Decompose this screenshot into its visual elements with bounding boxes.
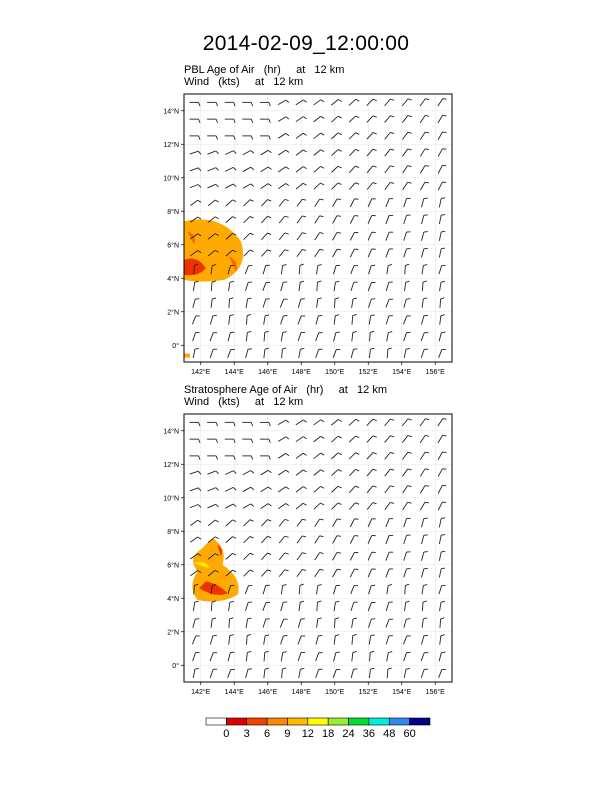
colorbar-label: 60 [403, 728, 416, 740]
y-tick-label: 12°N [163, 141, 179, 149]
y-tick-label: 6°N [167, 562, 179, 570]
x-tick-label: 144°E [224, 369, 244, 376]
colorbar-label: 36 [362, 728, 376, 740]
panel1-subtitle: Wind (kts) at 12 km [184, 76, 304, 88]
y-tick-label: 0° [172, 342, 179, 350]
colorbar-label: 12 [301, 728, 314, 740]
colorbar-label: 24 [342, 728, 355, 740]
colorbar-swatch [328, 718, 348, 725]
colorbar-swatch [247, 718, 267, 725]
y-tick-label: 4°N [167, 595, 179, 603]
x-tick-label: 152°E [358, 369, 378, 376]
y-tick-label: 8°N [167, 528, 179, 536]
y-tick-label: 10°N [163, 175, 179, 183]
panel2-title: Stratosphere Age of Air (hr) at 12 km [184, 384, 387, 396]
y-tick-label: 2°N [167, 629, 179, 637]
x-tick-label: 148°E [291, 689, 311, 696]
x-tick-label: 142°E [191, 369, 211, 376]
x-tick-label: 142°E [191, 689, 211, 696]
colorbar-swatch [389, 718, 409, 725]
x-tick-label: 154°E [392, 689, 412, 696]
y-tick-label: 4°N [167, 275, 179, 283]
x-tick-label: 150°E [325, 689, 345, 696]
y-tick-label: 2°N [167, 309, 179, 317]
colorbar-swatch [267, 718, 287, 725]
colorbar-swatch [349, 718, 369, 725]
x-tick-label: 146°E [258, 369, 278, 376]
x-tick-label: 156°E [425, 689, 445, 696]
x-tick-label: 150°E [325, 369, 345, 376]
colorbar-label: 48 [383, 728, 396, 740]
colorbar-swatch [206, 718, 226, 725]
colorbar-group [206, 718, 430, 740]
colorbar-swatch [226, 718, 246, 725]
colorbar-label: 18 [322, 728, 335, 740]
colorbar-label: 0 [223, 728, 230, 740]
colorbar-swatch [308, 718, 328, 725]
x-tick-label: 154°E [392, 369, 412, 376]
y-tick-label: 12°N [163, 461, 179, 469]
panel2-subtitle: Wind (kts) at 12 km [184, 396, 304, 408]
colorbar-label: 3 [243, 728, 250, 740]
page-title: 2014-02-09_12:00:00 [202, 32, 410, 55]
x-tick-label: 146°E [258, 689, 278, 696]
x-tick-label: 152°E [358, 689, 378, 696]
y-tick-label: 8°N [167, 208, 179, 216]
colorbar-swatch [410, 718, 430, 725]
y-tick-label: 14°N [163, 428, 179, 436]
colorbar-swatch [287, 718, 307, 725]
panel1-title: PBL Age of Air (hr) at 12 km [184, 64, 345, 76]
x-tick-label: 148°E [291, 369, 311, 376]
y-tick-label: 10°N [163, 495, 179, 503]
y-tick-label: 14°N [163, 108, 179, 116]
y-tick-label: 6°N [167, 242, 179, 250]
colorbar-label: 9 [284, 728, 291, 740]
x-tick-label: 144°E [224, 689, 244, 696]
y-tick-label: 0° [172, 662, 179, 670]
colorbar-label: 6 [264, 728, 271, 740]
colorbar-swatch [369, 718, 389, 725]
x-tick-label: 156°E [425, 369, 445, 376]
